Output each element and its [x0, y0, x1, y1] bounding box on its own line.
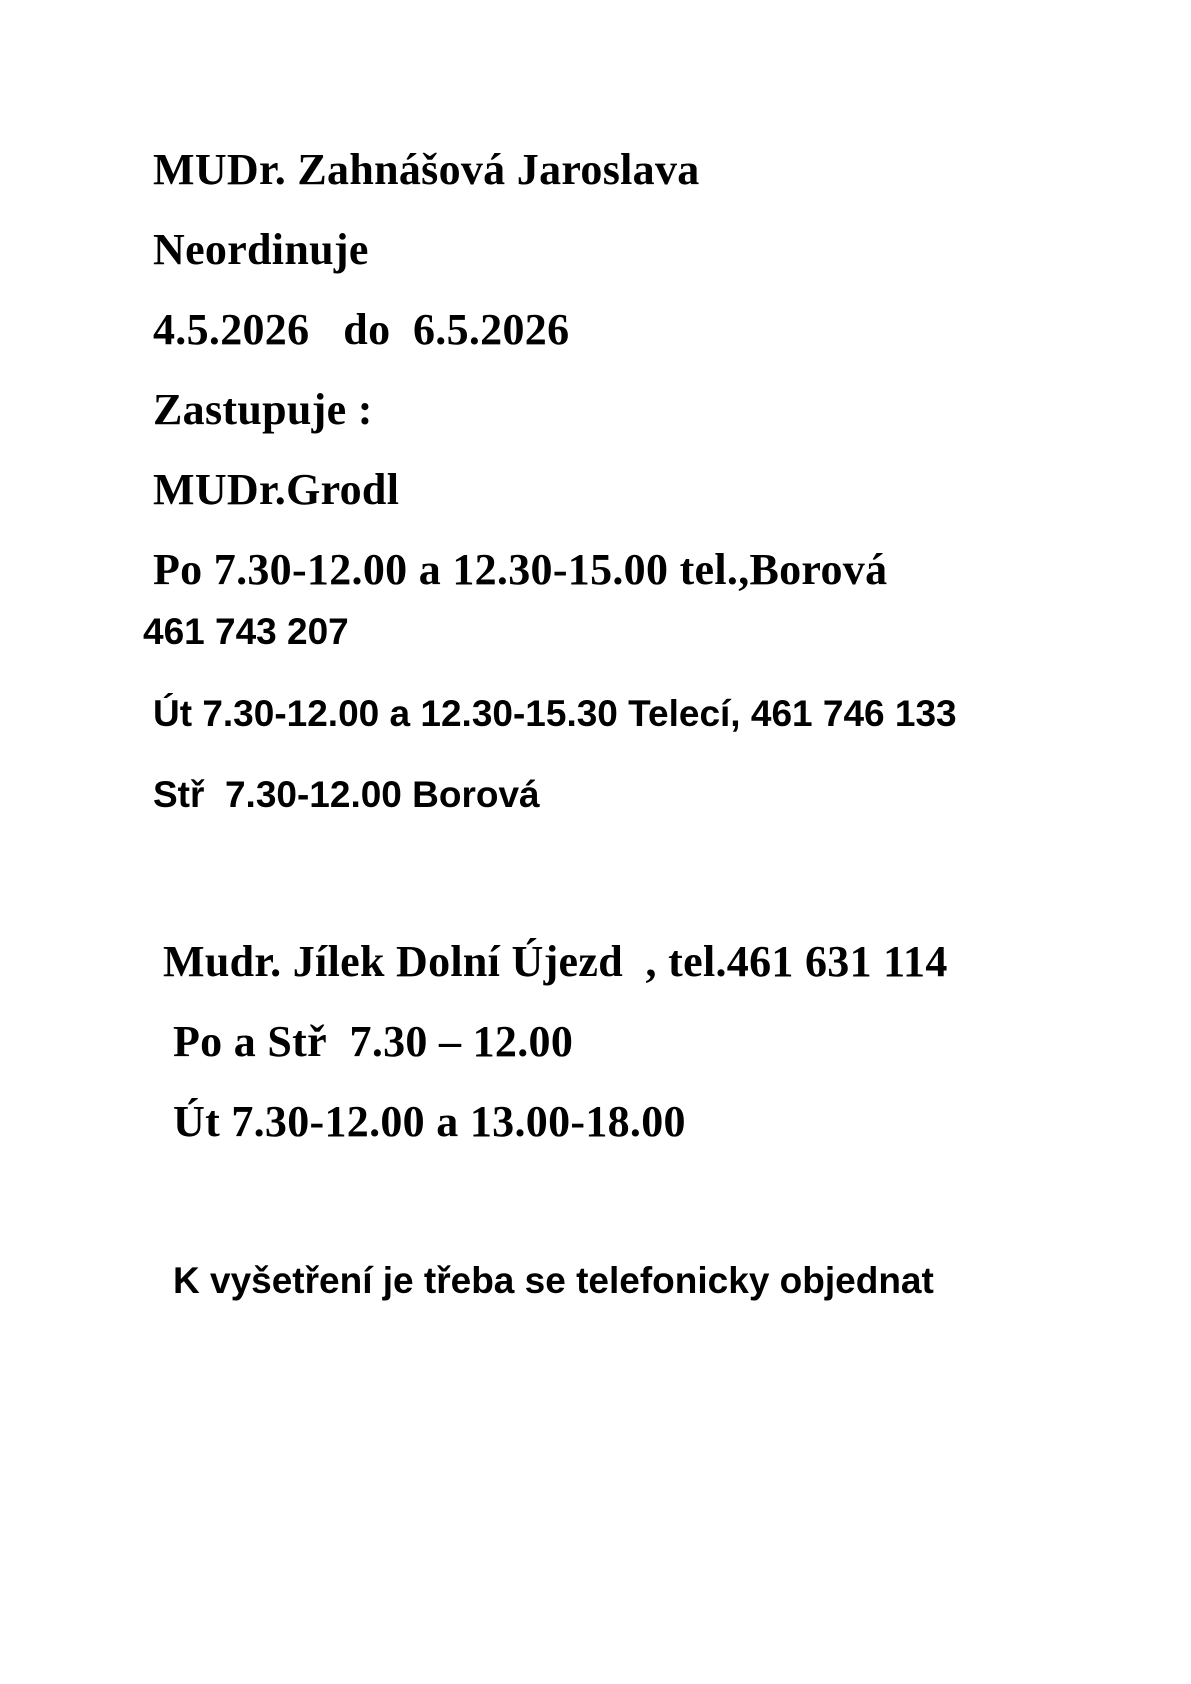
substitute-label: Zastupuje : — [153, 385, 373, 434]
substitute1-monday-hours: Po 7.30-12.00 a 12.30-15.00 tel.,Borová — [153, 545, 888, 594]
substitute2-name: Mudr. Jílek Dolní Újezd , tel.461 631 114 — [163, 937, 948, 986]
doctor-name: MUDr. Zahnášová Jaroslava — [153, 145, 700, 194]
substitute2-mon-wed-hours: Po a Stř 7.30 – 12.00 — [173, 1017, 574, 1066]
substitute2-tuesday-hours: Út 7.30-12.00 a 13.00-18.00 — [173, 1097, 686, 1146]
substitute1-tuesday-hours: Út 7.30-12.00 a 12.30-15.30 Telecí, 461 746 133 — [153, 693, 957, 734]
status-text: Neordinuje — [153, 225, 369, 274]
footer-note: K vyšetření je třeba se telefonicky objednat — [173, 1260, 934, 1301]
substitute1-monday-phone: 461 743 207 — [143, 611, 349, 652]
date-range: 4.5.2026 do 6.5.2026 — [153, 305, 570, 354]
substitute1-wednesday-hours: Stř 7.30-12.00 Borová — [153, 774, 540, 815]
substitute1-name: MUDr.Grodl — [153, 465, 400, 514]
